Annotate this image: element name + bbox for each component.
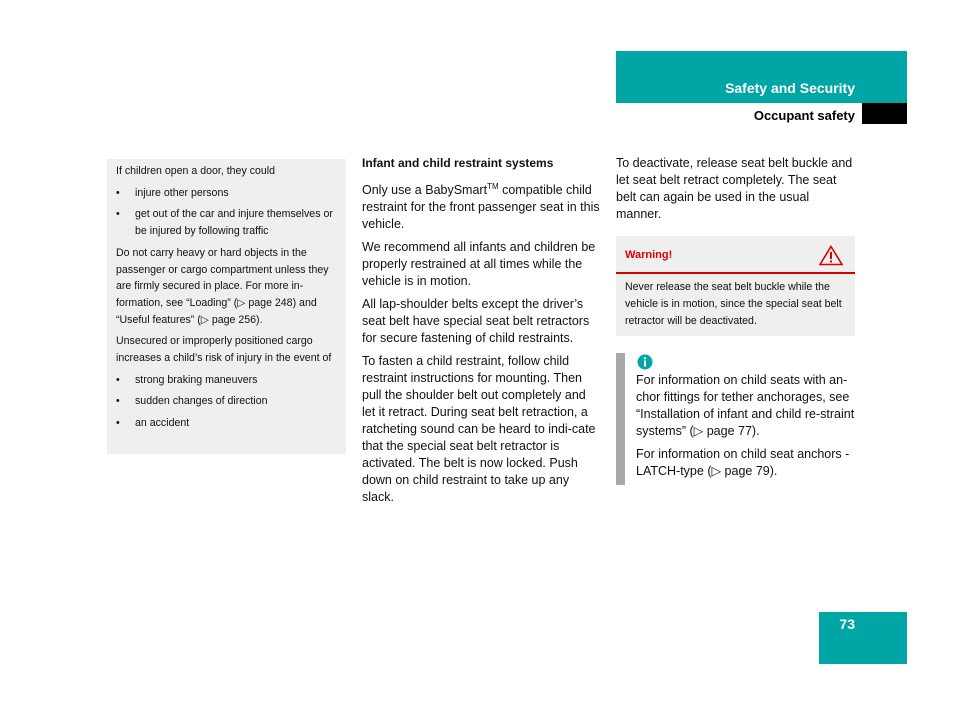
fasten-paragraph: To fasten a child restraint, follow child restraint instructions for mounting. Then pull the shoulder belt out completely and let it retract. During seat belt retraction, a ratcheting sound can be heard to indi-cate that the special seat belt retractor is activated. The belt is now locked. Push down on child restraint to take up any slack. [362,354,596,505]
info-paragraph-2: For information on child seat anchors - LATCH-type (▷ page 79). [636,447,850,478]
section-heading: Infant and child restraint systems [362,156,554,170]
right-column [616,155,856,229]
cargo-paragraph: Do not carry heavy or hard objects in the passenger or cargo compartment unless they are firmly secured in place. For more in-formation, see “Loading” (▷ page 248) and “Useful features” (▷ page 256). [116,246,329,326]
babysmart-suffix: compatible child restraint for the front passenger seat in this vehicle. [362,183,600,232]
children-safety-box [107,159,346,454]
info-bar [616,353,625,485]
warning-label: Warning! [625,249,673,261]
recommend-paragraph: We recommend all infants and children be properly restrained at all times while the vehicle is in motion. [362,240,596,289]
page-number: 73 [839,616,855,632]
list-item: • sudden changes of direction [116,393,340,410]
subsection-bar [862,103,907,124]
subsection-header [616,103,907,125]
warning-triangle-icon [819,245,843,271]
list-item: • strong braking maneuvers [116,372,340,389]
trademark-sup: TM [487,182,499,191]
injury-risk-list [116,372,340,432]
warning-text: Never release the seat belt buckle while the vehicle is in motion, since the special seat belt retractor will be deactivated. [625,281,842,327]
babysmart-paragraph [362,178,600,233]
door-risk-list [116,185,340,240]
page-number-tab [819,612,907,664]
warning-box [616,236,855,336]
list-item: • injure other persons [116,185,340,202]
box-intro: If children open a door, they could [116,165,276,177]
info-box [616,353,856,485]
unsecured-cargo-paragraph: Unsecured or improperly positioned cargo increases a child’s risk of injury in the event of [116,335,332,365]
list-item: • an accident [116,415,340,432]
subsection-title: Occupant safety [753,108,855,123]
babysmart-prefix: Only use a BabySmart [362,183,488,198]
section-title: Safety and Security [725,80,855,96]
info-text [636,372,858,486]
deactivate-paragraph: To deactivate, release seat belt buckle and let seat belt retract completely. The seat belt can again be used in the usual manner. [616,156,853,221]
warning-header [616,236,855,274]
list-item: • get out of the car and injure themselves or be injured by following traffic [116,206,340,239]
info-paragraph-1: For information on child seats with an-chor fittings for tether anchorages, see “Installation of infant and child re-straint systems” (▷ page 77). [636,373,855,438]
retractor-paragraph: All lap-shoulder belts except the driver’s seat belt have special seat belt retractors for secure fastening of child restraints. [362,297,590,346]
middle-column [362,155,600,512]
section-header-tab [616,51,907,103]
